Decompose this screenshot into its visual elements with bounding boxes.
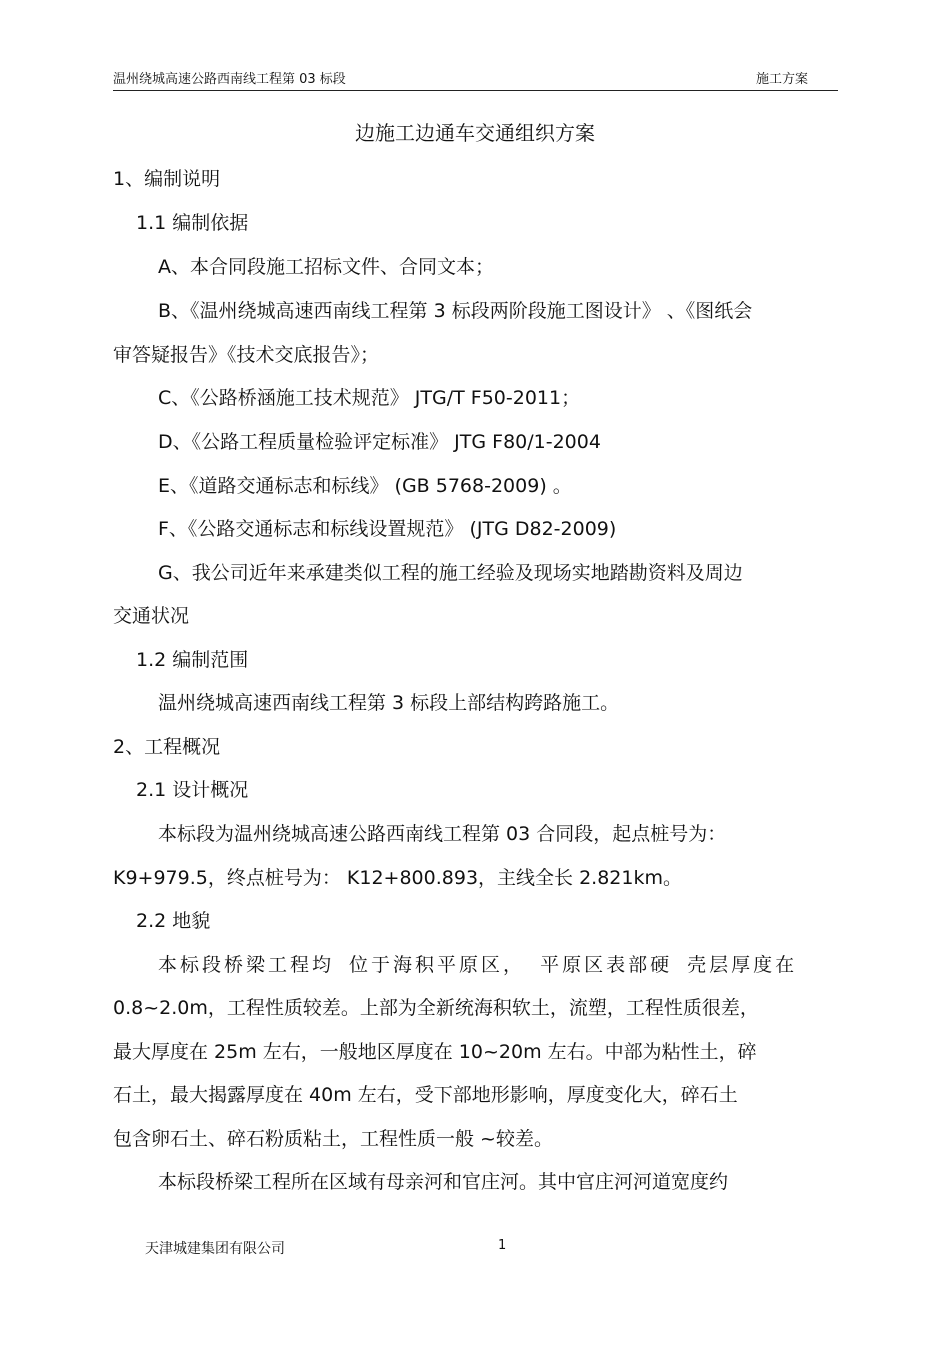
design-paragraph-line-2: K9+979.5，终点桩号为： K12+800.893，主线全长 2.821km。 [113, 867, 682, 889]
basis-item-b-cont: 审答疑报告》《技术交底报告》； [113, 344, 380, 366]
landform-paragraph-line-3: 最大厚度在 25m 左右，一般地区厚度在 10~20m 左右。中部为粘性土，碎 [113, 1041, 757, 1063]
page-header [113, 66, 838, 91]
basis-item-a: A、本合同段施工招标文件、合同文本； [158, 256, 494, 278]
landform-paragraph-line-5: 包含卵石土、碎石粉质粘土，工程性质一般 ~较差。 [113, 1128, 553, 1150]
basis-item-f: F、《公路交通标志和标线设置规范》 (JTG D82-2009) [158, 518, 617, 540]
basis-item-b: B、《温州绕城高速西南线工程第 3 标段两阶段施工图设计》 、《图纸会 [158, 300, 753, 322]
subsection-heading-1-1: 1.1 编制依据 [136, 212, 249, 234]
scope-paragraph: 温州绕城高速西南线工程第 3 标段上部结构跨路施工。 [158, 692, 620, 714]
document-title: 边施工边通车交通组织方案 [355, 121, 595, 145]
design-paragraph-line-1: 本标段为温州绕城高速公路西南线工程第 03 合同段，起点桩号为： [158, 823, 727, 845]
landform-paragraph-line-4: 石土，最大揭露厚度在 40m 左右，受下部地形影响，厚度变化大，碎石土 [113, 1084, 738, 1106]
subsection-heading-2-1: 2.1 设计概况 [136, 779, 249, 801]
landform-paragraph-line-2: 0.8~2.0m，工程性质较差。上部为全新统海积软土，流塑，工程性质很差， [113, 997, 759, 1019]
basis-item-g: G、我公司近年来承建类似工程的施工经验及现场实地踏勘资料及周边 [158, 562, 743, 584]
basis-item-e: E、《道路交通标志和标线》 (GB 5768-2009) 。 [158, 475, 572, 497]
basis-item-c: C、《公路桥涵施工技术规范》 JTG/T F50-2011； [158, 387, 581, 409]
landform-paragraph-line-1: 本标段桥梁工程均 位于海积平原区， 平原区表部硬 壳层厚度在 [158, 954, 798, 976]
section-heading-2: 2、工程概况 [113, 736, 221, 758]
footer-page-number: 1 [498, 1238, 507, 1253]
header-project-name: 温州绕城高速公路西南线工程第 03 标段 [113, 72, 346, 87]
header-doc-type: 施工方案 [755, 72, 808, 87]
footer-company: 天津城建集团有限公司 [145, 1241, 285, 1257]
subsection-heading-1-2: 1.2 编制范围 [136, 649, 249, 671]
basis-item-d: D、《公路工程质量检验评定标准》 JTG F80/1-2004 [158, 431, 601, 453]
river-paragraph-line-1: 本标段桥梁工程所在区域有母亲河和官庄河。其中官庄河河道宽度约 [158, 1171, 729, 1193]
section-heading-1: 1、编制说明 [113, 168, 221, 190]
subsection-heading-2-2: 2.2 地貌 [136, 910, 211, 932]
basis-item-g-cont: 交通状况 [113, 605, 190, 627]
